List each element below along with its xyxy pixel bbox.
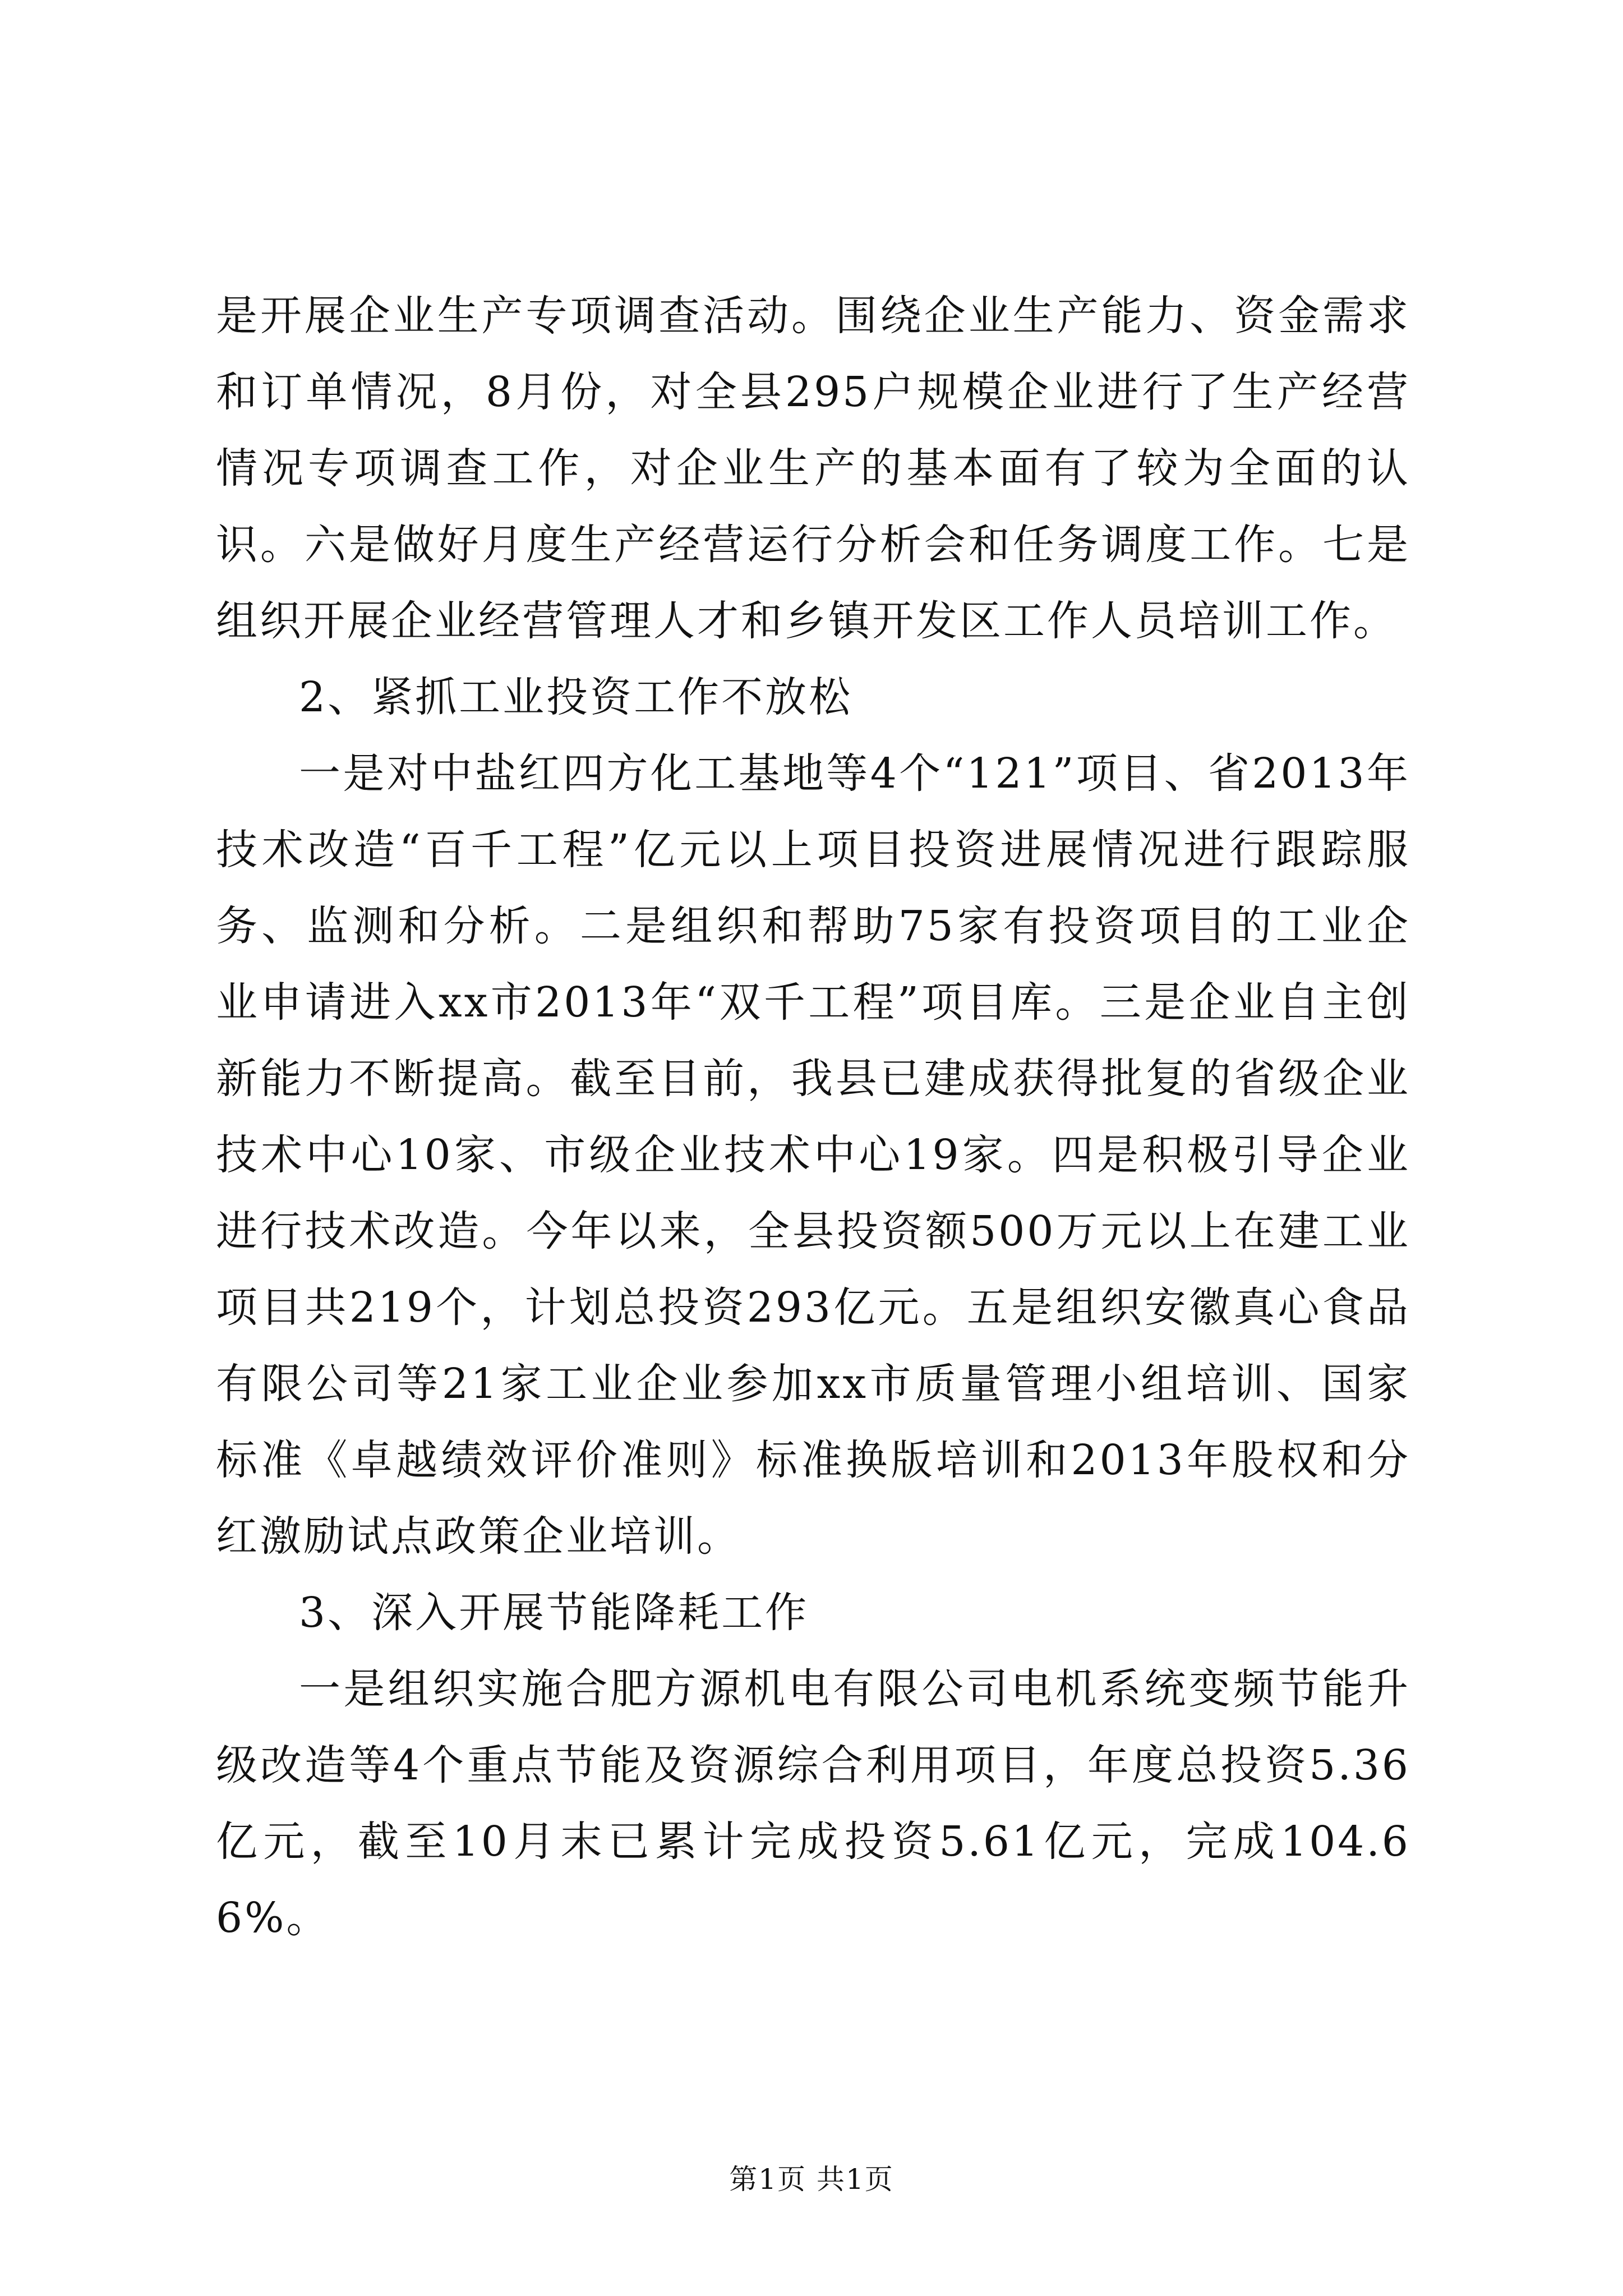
section-heading-2: 2、紧抓工业投资工作不放松 [299,673,853,721]
paragraph-investment: 一是对中盐红四方化工基地等4个“121”项目、省2013年技术改造“百千工程”亿元以上项目投资进展情况进行跟踪服务、监测和分析。二是组织和帮助75家有投资项目的工业企业申请进入xx市2013年“双千工程”项目库。三是企业自主创新能力不断提高。截至目前，我县已建成获得批复的省级企业技术中心10家、市级企业技术中心19家。四是积极引导企业进行技术改造。今年以来，全县投资额500万元以上在建工业项目共219个，计划总投资293亿元。五是组织安徽真心食品有限公司等21家工业企业参加xx市质量管理小组培训、国家标准《卓越绩效评价准则》标准换版培训和2013年股权和分红激励试点政策企业培训。 [216,749,1410,1561]
paragraph-energy-saving: 一是组织实施合肥方源机电有限公司电机系统变频节能升级改造等4个重点节能及资源综合利用项目，年度总投资5.36亿元，截至10月末已累计完成投资5.61亿元，完成104.66%。 [216,1665,1410,1942]
document-body [216,278,1410,1956]
section-heading-3: 3、深入开展节能降耗工作 [299,1589,809,1637]
paragraph-continuation: 是开展企业生产专项调查活动。围绕企业生产能力、资金需求和订单情况，8月份，对全县295户规模企业进行了生产经营情况专项调查工作，对企业生产的基本面有了较为全面的认识。六是做好月度生产经营运行分析会和任务调度工作。七是组织开展企业经营管理人才和乡镇开发区工作人员培训工作。 [216,292,1410,645]
page-footer: 第1页 共1页 [729,2163,894,2196]
